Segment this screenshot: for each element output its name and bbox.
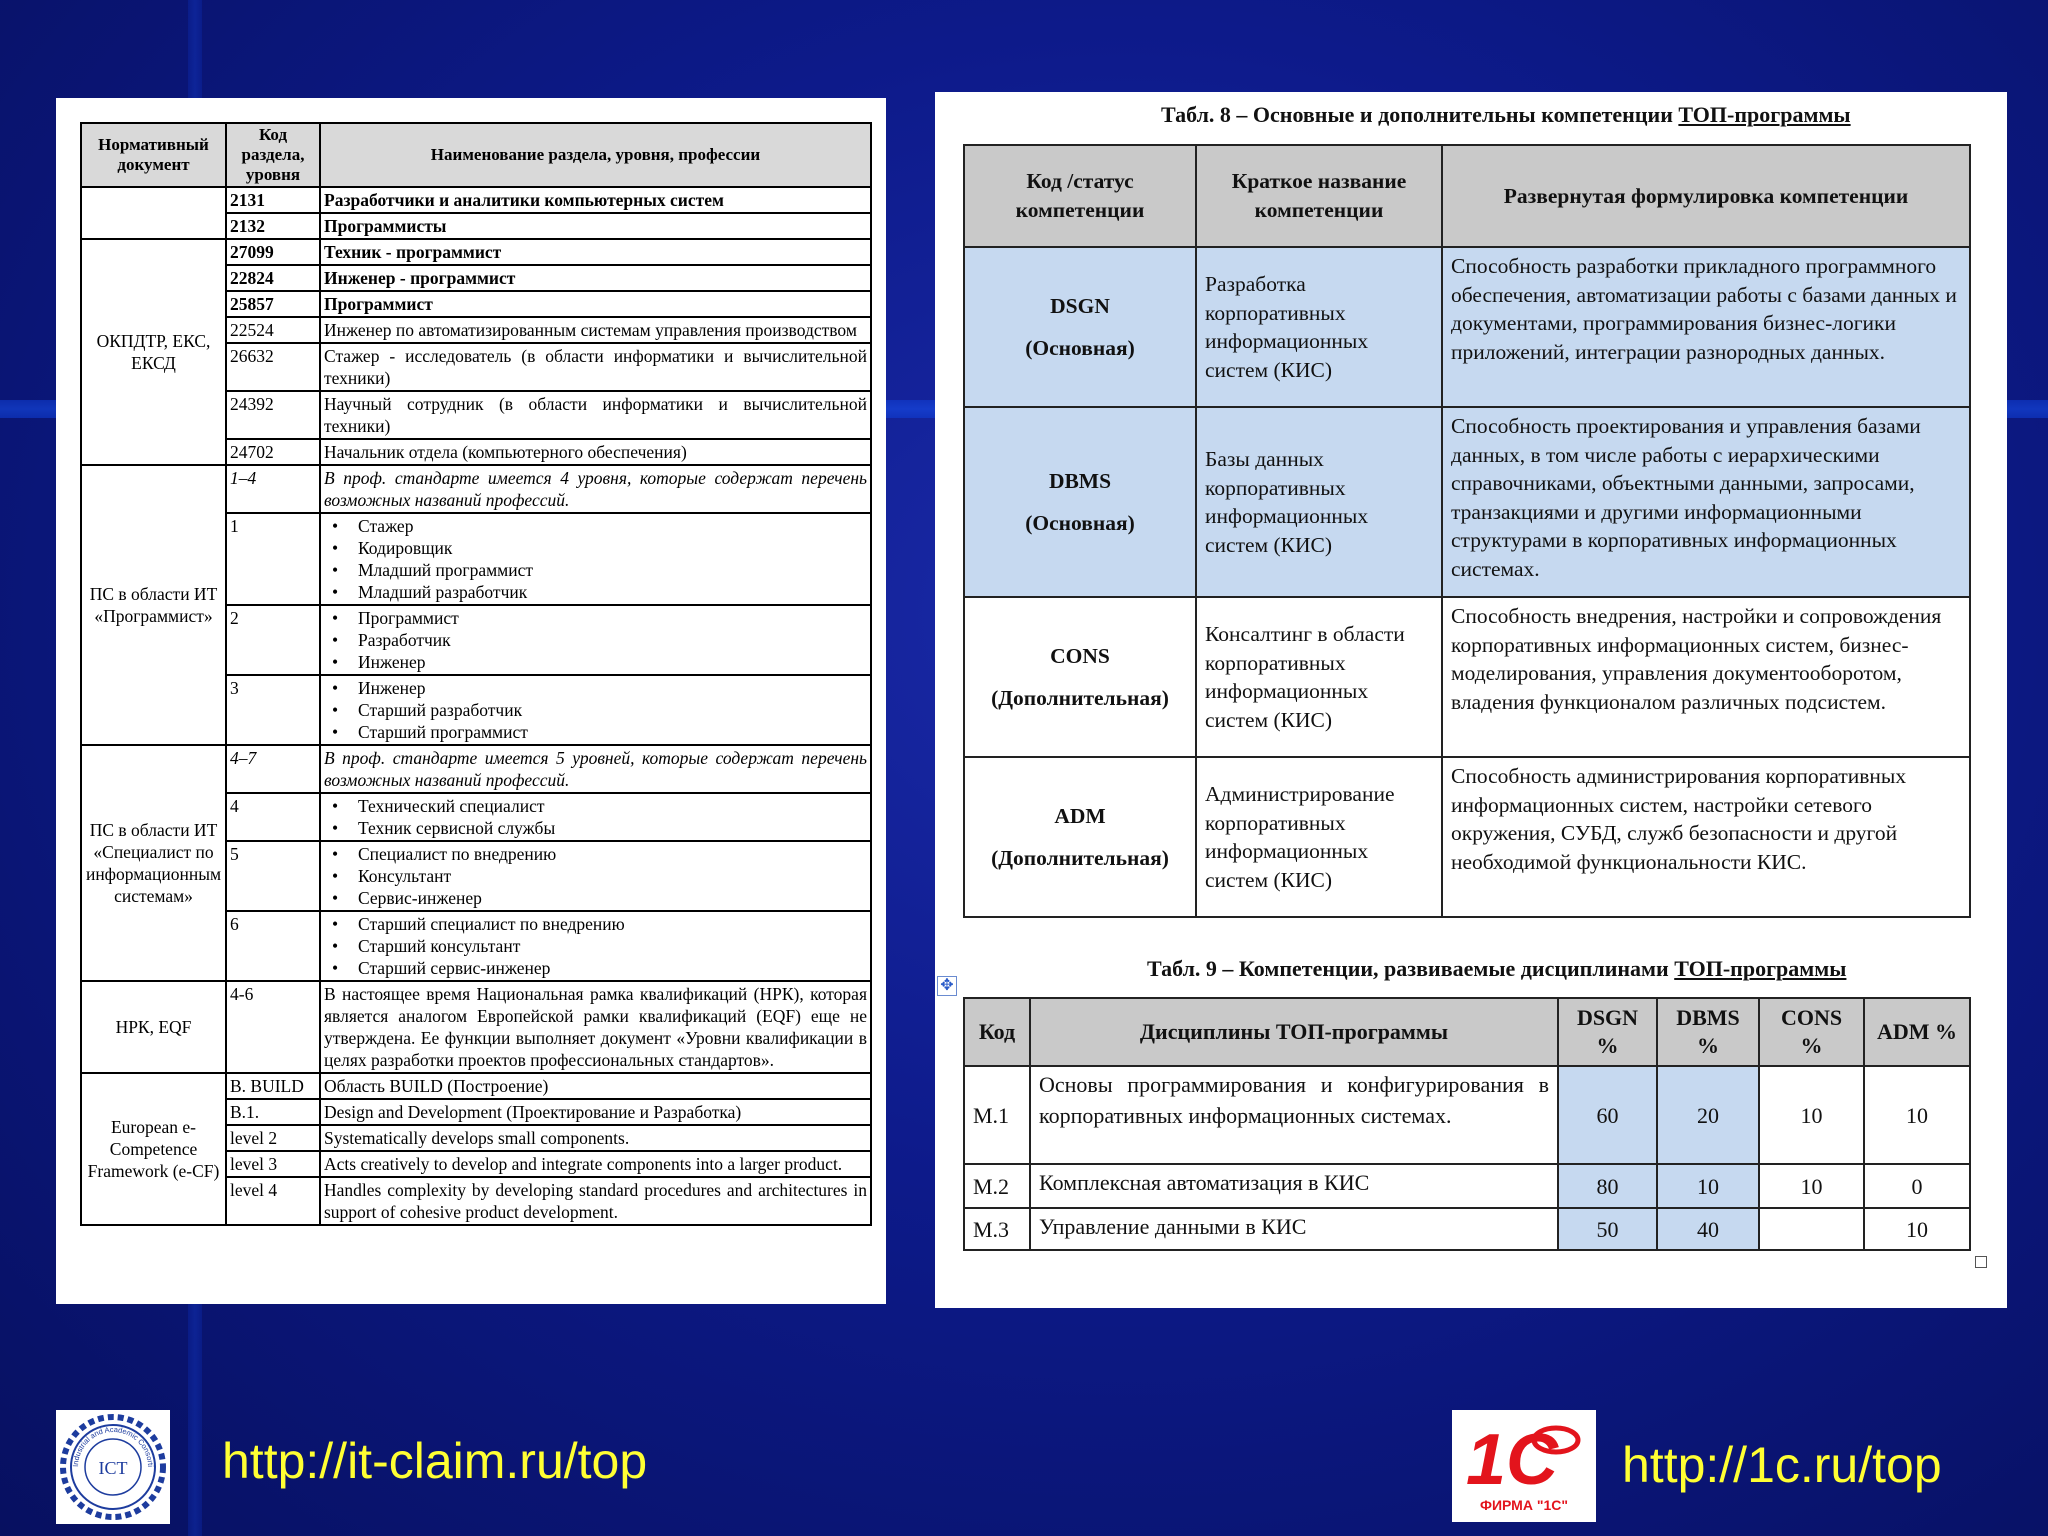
cons-percent-cell: 10	[1759, 1066, 1864, 1164]
table-row	[964, 597, 1970, 757]
section-name-cell: Инженер - программист	[320, 265, 871, 291]
competence-code: DBMS	[1048, 469, 1112, 493]
normative-document-cell: НРК, EQF	[81, 981, 226, 1073]
profession-list	[324, 913, 867, 979]
discipline-code-cell: М.1	[964, 1066, 1030, 1164]
table-row	[964, 407, 1970, 597]
section-name-cell: Программисты	[320, 213, 871, 239]
competence-status: (Основная)	[1025, 511, 1135, 535]
competence-status: (Дополнительная)	[991, 686, 1169, 710]
table9-caption	[1147, 956, 1846, 982]
table9-header-row	[964, 998, 1970, 1066]
header-document: Нормативный документ	[81, 123, 226, 187]
t9-header-adm: ADM %	[1864, 998, 1970, 1066]
profession-list-cell	[320, 675, 871, 745]
section-code-cell: 6	[226, 911, 320, 981]
competence-code: CONS	[1050, 644, 1110, 668]
header-code: Код раздела, уровня	[226, 123, 320, 187]
dsgn-percent-cell: 50	[1558, 1208, 1657, 1250]
competence-code-cell	[964, 407, 1196, 597]
table8-caption-text: Табл. 8 – Основные и дополнительны компетенции	[1161, 102, 1679, 127]
section-name-cell: Область BUILD (Построение)	[320, 1073, 871, 1099]
dbms-percent-cell: 10	[1657, 1164, 1759, 1208]
section-name-cell: Acts creatively to develop and integrate components into a larger product.	[320, 1151, 871, 1177]
table9-caption-underlined: ТОП-программы	[1674, 956, 1847, 981]
discipline-name-cell: Комплексная автоматизация в КИС	[1030, 1164, 1558, 1208]
profession-list-cell	[320, 911, 871, 981]
move-arrows-icon[interactable]: ✥	[937, 976, 957, 996]
section-name-cell: Systematically develops small components.	[320, 1125, 871, 1151]
ict-logo-text: ICT	[98, 1458, 128, 1478]
adm-percent-cell: 10	[1864, 1066, 1970, 1164]
t9-header-code: Код	[964, 998, 1030, 1066]
discipline-name-cell: Основы программирования и конфигурирования в корпоративных информационных системах.	[1030, 1066, 1558, 1164]
t9-header-dbms: DBMS %	[1657, 998, 1759, 1066]
section-name-cell: Разработчики и аналитики компьютерных систем	[320, 187, 871, 213]
competence-full-cell: Способность внедрения, настройки и сопровождения корпоративных информационных систем, бизнес-моделирования, управления документооборотом, владения функционалом различных подсистем.	[1442, 597, 1970, 757]
discipline-name-cell: Управление данными в КИС	[1030, 1208, 1558, 1250]
section-code-cell: level 4	[226, 1177, 320, 1225]
competence-code-cell	[964, 247, 1196, 407]
right-document-page	[935, 92, 2007, 1308]
section-name-cell: Начальник отдела (компьютерного обеспечения)	[320, 439, 871, 465]
table-row	[81, 239, 871, 265]
firma-1c-logo	[1452, 1410, 1596, 1522]
section-code-cell: 24392	[226, 391, 320, 439]
competence-short-cell: Администрирование корпоративных информационных систем (КИС)	[1196, 757, 1442, 917]
list-item: • Технический специалист	[332, 795, 867, 817]
table-row	[81, 1073, 871, 1099]
section-code-cell: 1–4	[226, 465, 320, 513]
cons-percent-cell	[1759, 1208, 1864, 1250]
list-item: • Старший разработчик	[332, 699, 867, 721]
section-name-cell: Design and Development (Проектирование и Разработка)	[320, 1099, 871, 1125]
section-code-cell: 4–7	[226, 745, 320, 793]
section-code-cell: 26632	[226, 343, 320, 391]
competence-short-cell: Разработка корпоративных информационных систем (КИС)	[1196, 247, 1442, 407]
section-code-cell: B. BUILD	[226, 1073, 320, 1099]
normative-document-cell: ОКПДТР, ЕКС, ЕКСД	[81, 239, 226, 465]
discipline-code-cell: М.3	[964, 1208, 1030, 1250]
table-header-row	[81, 123, 871, 187]
adm-percent-cell: 0	[1864, 1164, 1970, 1208]
section-name-cell: В проф. стандарте имеется 5 уровней, которые содержат перечень возможных названий профессий.	[320, 745, 871, 793]
table-row	[964, 247, 1970, 407]
section-code-cell: 4	[226, 793, 320, 841]
section-name-cell: Стажер - исследователь (в области информатики и вычислительной техники)	[320, 343, 871, 391]
competence-code: DSGN	[1050, 294, 1110, 318]
competencies-body	[964, 247, 1970, 917]
table8-caption-underlined: ТОП-программы	[1678, 102, 1851, 127]
onec-logo-text: 1С	[1466, 1420, 1559, 1500]
dbms-percent-cell: 40	[1657, 1208, 1759, 1250]
section-code-cell: 2131	[226, 187, 320, 213]
list-item: • Кодировщик	[332, 537, 867, 559]
normative-document-cell	[81, 187, 226, 239]
ict-consortium-logo	[56, 1410, 170, 1524]
profession-list	[324, 607, 867, 673]
table-row	[964, 1066, 1970, 1164]
list-item: • Программист	[332, 607, 867, 629]
table-row	[964, 1164, 1970, 1208]
disciplines-table	[963, 997, 1971, 1251]
profession-list	[324, 795, 867, 839]
profession-codes-body	[81, 187, 871, 1225]
competence-status: (Основная)	[1025, 336, 1135, 360]
it-claim-link[interactable]: http://it-claim.ru/top	[222, 1433, 648, 1489]
section-name-cell: Инженер по автоматизированным системам управления производством	[320, 317, 871, 343]
t8-header-short: Краткое название компетенции	[1196, 145, 1442, 247]
competence-code: ADM	[1054, 804, 1106, 828]
section-code-cell: 2	[226, 605, 320, 675]
competence-full-cell: Способность разработки прикладного программного обеспечения, автоматизации работы с базами данных и документами, программирования бизнес-логики приложений, интеграции разнородных данных.	[1442, 247, 1970, 407]
list-item: • Инженер	[332, 651, 867, 673]
t8-header-code: Код /статус компетенции	[964, 145, 1196, 247]
section-code-cell: 24702	[226, 439, 320, 465]
list-item: • Младший программист	[332, 559, 867, 581]
normative-document-cell: European e-Competence Framework (e-CF)	[81, 1073, 226, 1225]
table9-caption-text: Табл. 9 – Компетенции, развиваемые дисциплинами	[1147, 956, 1675, 981]
header-name: Наименование раздела, уровня, профессии	[320, 123, 871, 187]
list-item: • Младший разработчик	[332, 581, 867, 603]
profession-list	[324, 843, 867, 909]
left-document-page	[56, 98, 886, 1304]
section-name-cell: Научный сотрудник (в области информатики и вычислительной техники)	[320, 391, 871, 439]
section-code-cell: 22524	[226, 317, 320, 343]
section-code-cell: 1	[226, 513, 320, 605]
competence-full-cell: Способность администрирования корпоративных информационных систем, настройки сетевого окружения, СУБД, служб безопасности и другой необходимой функциональности КИС.	[1442, 757, 1970, 917]
table-row	[81, 187, 871, 213]
list-item: • Консультант	[332, 865, 867, 887]
profession-list	[324, 515, 867, 603]
section-code-cell: B.1.	[226, 1099, 320, 1125]
disciplines-body	[964, 1066, 1970, 1250]
dbms-percent-cell: 20	[1657, 1066, 1759, 1164]
onec-logo-caption: ФИРМА "1С"	[1480, 1497, 1568, 1513]
list-item: • Старший консультант	[332, 935, 867, 957]
table8-caption	[1161, 102, 1851, 128]
competence-code-cell	[964, 597, 1196, 757]
table-row	[81, 465, 871, 513]
section-name-cell: В настоящее время Национальная рамка квалификаций (НРК), которая является аналогом Европейской рамки квалификаций (EQF) еще не утверждена. Ее функции выполняет документ «Уровни квалификации в целях разработки проектов профессиональных стандартов».	[320, 981, 871, 1073]
section-name-cell: Техник - программист	[320, 239, 871, 265]
onec-link[interactable]: http://1c.ru/top	[1622, 1437, 1942, 1493]
table-row	[81, 981, 871, 1073]
table8-header-row	[964, 145, 1970, 247]
profession-list	[324, 677, 867, 743]
list-item: • Стажер	[332, 515, 867, 537]
profession-list-cell	[320, 513, 871, 605]
cons-percent-cell: 10	[1759, 1164, 1864, 1208]
list-item: • Инженер	[332, 677, 867, 699]
t9-header-discipline: Дисциплины ТОП-программы	[1030, 998, 1558, 1066]
profession-list-cell	[320, 841, 871, 911]
t9-header-dsgn: DSGN %	[1558, 998, 1657, 1066]
profession-list-cell	[320, 793, 871, 841]
competence-short-cell: Консалтинг в области корпоративных информационных систем (КИС)	[1196, 597, 1442, 757]
discipline-code-cell: М.2	[964, 1164, 1030, 1208]
ict-ring-text: Industrial and Academic Consorti	[70, 1424, 156, 1468]
table-row	[964, 757, 1970, 917]
section-code-cell: 4-6	[226, 981, 320, 1073]
competence-status: (Дополнительная)	[991, 846, 1169, 870]
list-item: • Старший программист	[332, 721, 867, 743]
section-code-cell: 2132	[226, 213, 320, 239]
dsgn-percent-cell: 60	[1558, 1066, 1657, 1164]
dsgn-percent-cell: 80	[1558, 1164, 1657, 1208]
list-item: • Старший сервис-инженер	[332, 957, 867, 979]
t9-header-cons: CONS %	[1759, 998, 1864, 1066]
table-row	[964, 1208, 1970, 1250]
section-name-cell: В проф. стандарте имеется 4 уровня, которые содержат перечень возможных названий профессий.	[320, 465, 871, 513]
list-item: • Разработчик	[332, 629, 867, 651]
list-item: • Сервис-инженер	[332, 887, 867, 909]
adm-percent-cell: 10	[1864, 1208, 1970, 1250]
competence-code-cell	[964, 757, 1196, 917]
section-code-cell: level 2	[226, 1125, 320, 1151]
resize-square-icon[interactable]	[1975, 1256, 1987, 1268]
normative-document-cell: ПС в области ИТ «Программист»	[81, 465, 226, 745]
profession-codes-table	[80, 122, 872, 1226]
section-code-cell: level 3	[226, 1151, 320, 1177]
section-code-cell: 3	[226, 675, 320, 745]
section-code-cell: 27099	[226, 239, 320, 265]
profession-list-cell	[320, 605, 871, 675]
section-code-cell: 5	[226, 841, 320, 911]
competence-short-cell: Базы данных корпоративных информационных систем (КИС)	[1196, 407, 1442, 597]
competence-full-cell: Способность проектирования и управления базами данных, в том числе работы с иерархическими справочниками, объектными данными, запросами, транзакциями и другими информационными структурами в корпоративных информационных системах.	[1442, 407, 1970, 597]
section-code-cell: 25857	[226, 291, 320, 317]
competencies-table	[963, 144, 1971, 918]
normative-document-cell: ПС в области ИТ «Специалист по информационным системам»	[81, 745, 226, 981]
section-code-cell: 22824	[226, 265, 320, 291]
list-item: • Техник сервисной службы	[332, 817, 867, 839]
table-row	[81, 745, 871, 793]
section-name-cell: Программист	[320, 291, 871, 317]
list-item: • Специалист по внедрению	[332, 843, 867, 865]
section-name-cell: Handles complexity by developing standard procedures and architectures in support of cohesive product development.	[320, 1177, 871, 1225]
list-item: • Старший специалист по внедрению	[332, 913, 867, 935]
t8-header-full: Развернутая формулировка компетенции	[1442, 145, 1970, 247]
